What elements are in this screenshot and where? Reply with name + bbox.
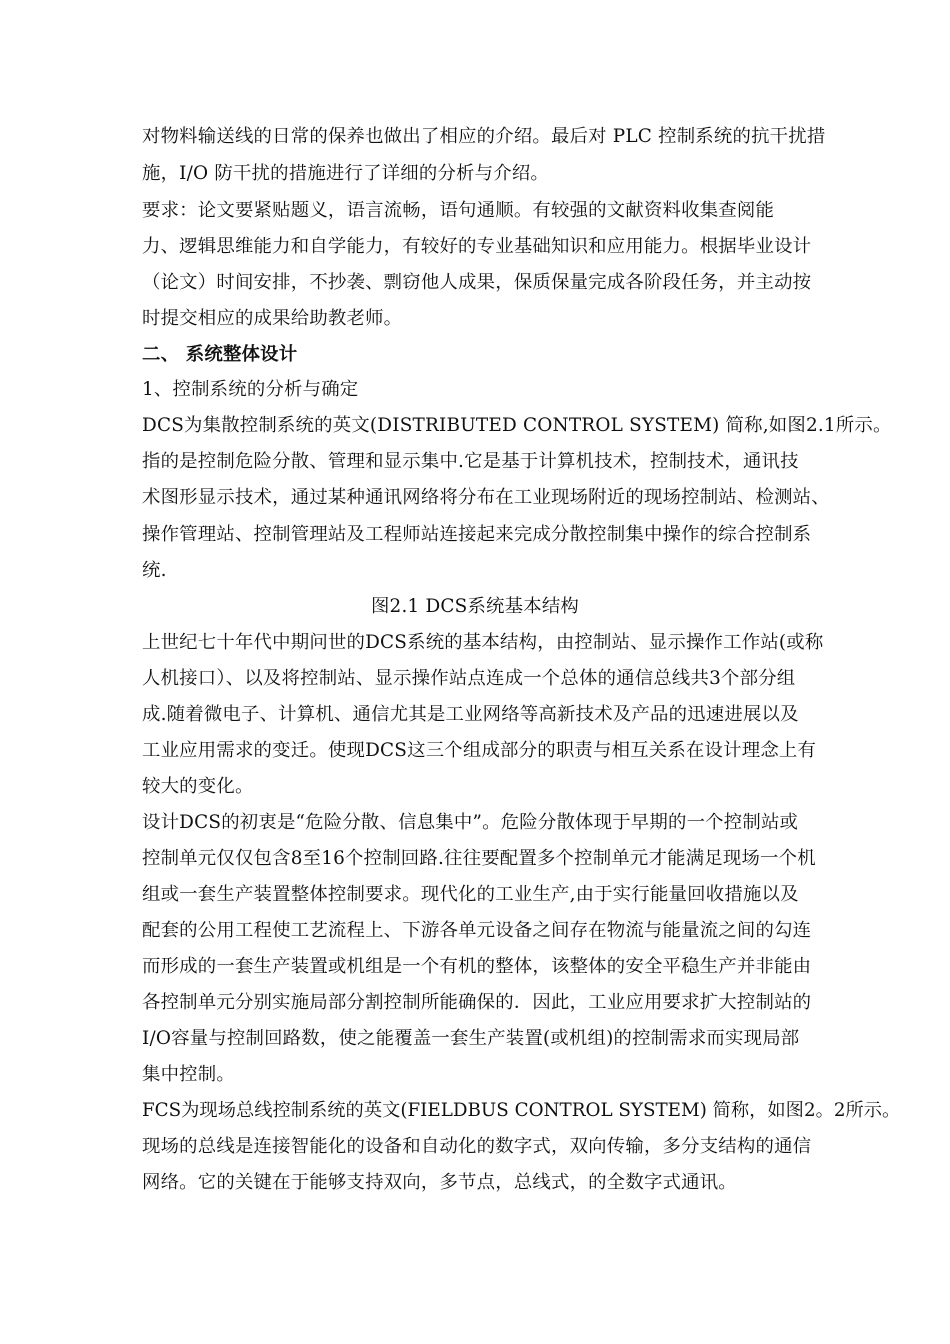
paragraph-line: 要求：论文要紧贴题义，语言流畅，语句通顺。有较强的文献资料收集查阅能 bbox=[142, 200, 775, 221]
paragraph-line: 工业应用需求的变迁。使现DCS这三个组成部分的职责与相互关系在设计理念上有 bbox=[142, 740, 817, 761]
paragraph-line: FCS为现场总线控制系统的英文(FIELDBUS CONTROL SYSTEM) 简称，如图2。2所示。 bbox=[142, 1100, 901, 1121]
paragraph-line: 对物料输送线的日常的保养也做出了相应的介绍。最后对 PLC 控制系统的抗干扰措 bbox=[142, 126, 826, 147]
paragraph-line: 集中控制。 bbox=[142, 1064, 235, 1085]
paragraph-line: 统. bbox=[142, 560, 167, 581]
paragraph-line: 施，I/O 防干扰的措施进行了详细的分析与介绍。 bbox=[142, 163, 549, 184]
paragraph-line: 术图形显示技术，通过某种通讯网络将分布在工业现场附近的现场控制站、检测站、 bbox=[142, 487, 830, 508]
paragraph-line: 组或一套生产装置整体控制要求。现代化的工业生产,由于实行能量回收措施以及 bbox=[142, 884, 799, 905]
paragraph-line: 各控制单元分别实施局部分割控制所能确保的．因此，工业应用要求扩大控制站的 bbox=[142, 992, 812, 1013]
paragraph-line: 而形成的一套生产装置或机组是一个有机的整体，该整体的安全平稳生产并非能由 bbox=[142, 956, 812, 977]
paragraph-line: 较大的变化。 bbox=[142, 776, 254, 797]
paragraph-line: 上世纪七十年代中期问世的DCS系统的基本结构，由控制站、显示操作工作站(或称 bbox=[142, 632, 824, 653]
paragraph-line: 力、逻辑思维能力和自学能力，有较好的专业基础知识和应用能力。根据毕业设计 bbox=[142, 236, 812, 257]
section-heading: 二、 系统整体设计 bbox=[142, 344, 298, 365]
paragraph-line: 操作管理站、控制管理站及工程师站连接起来完成分散控制集中操作的综合控制系 bbox=[142, 524, 812, 545]
paragraph-line: （论文）时间安排，不抄袭、剽窃他人成果，保质保量完成各阶段任务，并主动按 bbox=[142, 272, 812, 293]
paragraph-line: 成.随着微电子、计算机、通信尤其是工业网络等高新技术及产品的迅速进展以及 bbox=[142, 704, 799, 725]
paragraph-line: 人机接口）、以及将控制站、显示操作站点连成一个总体的通信总线共3个部分组 bbox=[142, 668, 796, 689]
paragraph-line: 指的是控制危险分散、管理和显示集中.它是基于计算机技术，控制技术，通讯技 bbox=[142, 451, 799, 472]
paragraph-line: 时提交相应的成果给助教老师。 bbox=[142, 308, 403, 329]
figure-caption: 图2.1 DCS系统基本结构 bbox=[370, 596, 580, 617]
subsection-heading: 1、控制系统的分析与确定 bbox=[142, 379, 359, 400]
paragraph-line: 现场的总线是连接智能化的设备和自动化的数字式，双向传输，多分支结构的通信 bbox=[142, 1136, 812, 1157]
paragraph-line: DCS为集散控制系统的英文(DISTRIBUTED CONTROL SYSTEM) 简称,如图2.1所示。 bbox=[142, 415, 892, 436]
paragraph-line: 控制单元仅仅包含8至16个控制回路.往往要配置多个控制单元才能满足现场一个机 bbox=[142, 848, 816, 869]
paragraph-line: 配套的公用工程使工艺流程上、下游各单元设备之间存在物流与能量流之间的勾连 bbox=[142, 920, 812, 941]
paragraph-line: 网络。它的关键在于能够支持双向，多节点，总线式，的全数字式通讯。 bbox=[142, 1172, 737, 1193]
paragraph-line: 设计DCS的初衷是“危险分散、信息集中”。危险分散体现于早期的一个控制站或 bbox=[142, 812, 799, 833]
paragraph-line: I/O容量与控制回路数，使之能覆盖一套生产装置(或机组)的控制需求而实现局部 bbox=[142, 1028, 800, 1049]
